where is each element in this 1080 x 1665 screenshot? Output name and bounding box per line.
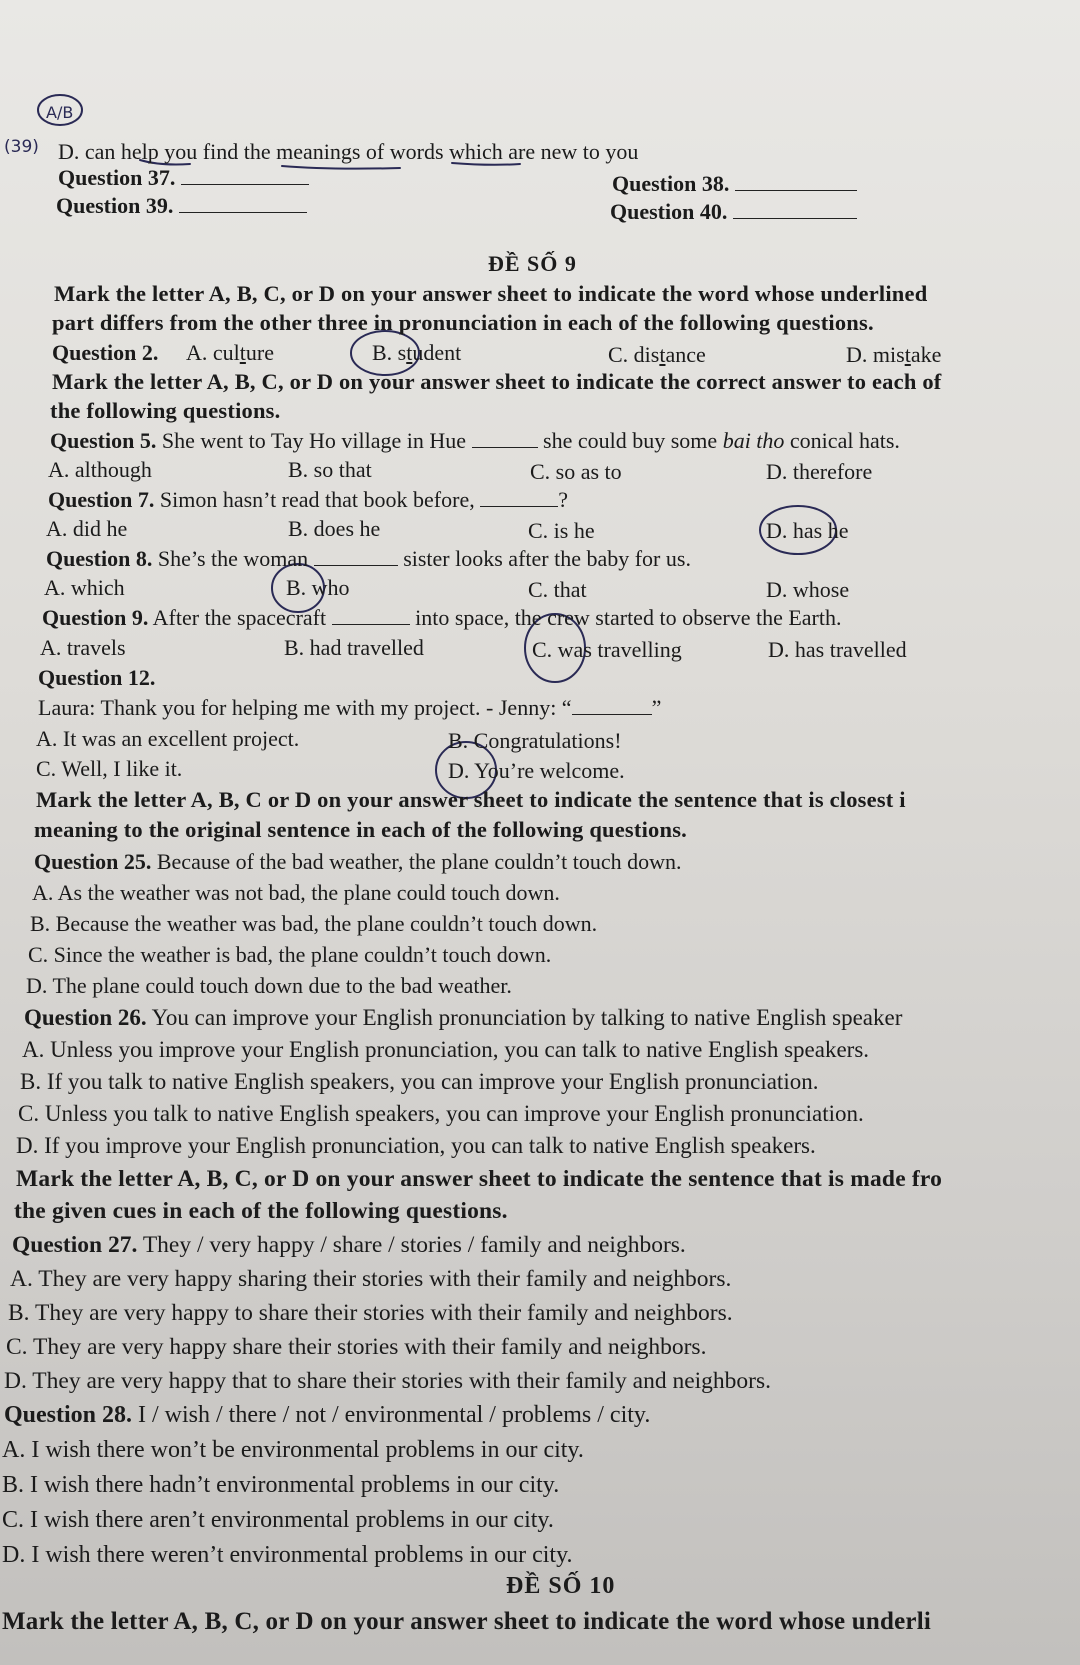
q2-a-text-end: ure xyxy=(245,340,274,365)
q5-option-a[interactable]: A. although xyxy=(48,457,152,482)
test9-instruction-3-line1: Mark the letter A, B, C or D on your answer sheet to indicate the sentence that is closest i xyxy=(36,787,906,812)
q9-stem-part1: After the spacecraft xyxy=(152,605,327,630)
q39-blank[interactable] xyxy=(179,194,307,213)
q9-option-b[interactable]: B. had travelled xyxy=(284,635,424,660)
q25-option-c[interactable]: C. Since the weather is bad, the plane couldn’t touch down. xyxy=(28,942,552,967)
q2-d-text-end: ake xyxy=(910,342,942,367)
q25-option-a[interactable]: A. As the weather was not bad, the plane could touch down. xyxy=(32,880,560,905)
q27-option-b[interactable]: B. They are very happy to share their stories with their family and neighbors. xyxy=(8,1300,733,1326)
q2-option-c[interactable] xyxy=(608,341,706,369)
q27-stem-text: They / very happy / share / stories / family and neighbors. xyxy=(142,1232,686,1258)
q40-label: Question 40. xyxy=(610,199,728,224)
q2-option-a[interactable] xyxy=(186,339,274,367)
q5-stem xyxy=(50,427,900,455)
q12-blank[interactable] xyxy=(572,696,652,715)
q26-option-c[interactable]: C. Unless you talk to native English speakers, you can improve your English pronunciation. xyxy=(18,1101,864,1126)
q7-blank[interactable] xyxy=(480,488,558,507)
handwritten-top-mark: A/B xyxy=(46,103,74,122)
q9-label: Question 9. xyxy=(42,605,149,630)
q25-stem xyxy=(34,848,682,876)
q8-stem xyxy=(46,545,691,573)
test10-title: ĐỀ SỐ 10 xyxy=(506,1573,616,1599)
q27-option-c[interactable]: C. They are very happy share their stories with their family and neighbors. xyxy=(6,1334,707,1360)
q38-blank[interactable] xyxy=(735,172,857,191)
handwritten-circle-top xyxy=(38,95,82,125)
q7-option-c[interactable]: C. is he xyxy=(528,518,595,543)
q2-c-underlined: t xyxy=(659,342,666,367)
q5-blank[interactable] xyxy=(472,429,538,448)
test9-instruction-4-line2: the given cues in each of the following questions. xyxy=(14,1198,508,1224)
q2-option-b[interactable] xyxy=(372,339,461,367)
q37-label: Question 37. xyxy=(58,165,176,190)
q27-stem xyxy=(12,1231,686,1259)
test9-title: ĐỀ SỐ 9 xyxy=(488,251,577,276)
q12-stem-part2: ” xyxy=(651,695,662,720)
q2-a-underlined: t xyxy=(239,340,246,365)
q8-blank[interactable] xyxy=(314,547,398,566)
q5-stem-part3: conical hats. xyxy=(789,428,900,453)
q28-label: Question 28. xyxy=(4,1402,133,1428)
q8-option-d[interactable]: D. whose xyxy=(766,577,850,602)
q12-option-c[interactable]: C. Well, I like it. xyxy=(36,756,183,781)
q12-label: Question 12. xyxy=(38,665,156,690)
q2-b-text-end: udent xyxy=(412,340,462,365)
q2-a-text: A. cul xyxy=(186,340,240,365)
test9-instruction-4-line1: Mark the letter A, B, C, or D on your answer sheet to indicate the sentence that is made fro xyxy=(16,1166,943,1192)
test10-instruction-1: Mark the letter A, B, C, or D on your answer sheet to indicate the word whose underli xyxy=(2,1608,931,1635)
q26-option-d[interactable]: D. If you improve your English pronunciation, you can talk to native English speakers. xyxy=(16,1133,816,1158)
q5-stem-part1: She went to Tay Ho village in Hue xyxy=(161,428,467,453)
q5-label: Question 5. xyxy=(50,428,157,453)
q28-option-d[interactable]: D. I wish there weren’t environmental problems in our city. xyxy=(2,1542,573,1568)
q25-label: Question 25. xyxy=(34,849,152,874)
q39-answer-line xyxy=(56,192,307,220)
q12-option-a[interactable]: A. It was an excellent project. xyxy=(36,726,300,751)
q5-stem-italic: bai tho xyxy=(722,428,785,453)
test9-instruction-1-line2: part differs from the other three in pronunciation in each of the following questions. xyxy=(52,310,874,335)
q12-stem xyxy=(38,694,661,722)
test9-instruction-2-line1: Mark the letter A, B, C, or D on your answer sheet to indicate the correct answer to each of xyxy=(52,369,942,394)
q9-blank[interactable] xyxy=(332,606,410,625)
q27-label: Question 27. xyxy=(12,1232,138,1258)
q25-stem-text: Because of the bad weather, the plane couldn’t touch down. xyxy=(156,849,682,874)
q7-stem-part2: ? xyxy=(558,487,568,512)
q26-label: Question 26. xyxy=(24,1005,147,1030)
q28-option-a[interactable]: A. I wish there won’t be environmental problems in our city. xyxy=(2,1437,584,1463)
q9-option-c[interactable]: C. was travelling xyxy=(532,637,682,662)
q26-option-b[interactable]: B. If you talk to native English speakers, you can improve your English pronunciation. xyxy=(20,1069,819,1094)
q28-stem xyxy=(4,1401,650,1429)
q25-option-b[interactable]: B. Because the weather was bad, the plane couldn’t touch down. xyxy=(30,911,598,936)
q28-option-c[interactable]: C. I wish there aren’t environmental problems in our city. xyxy=(2,1507,554,1533)
q7-option-b[interactable]: B. does he xyxy=(288,516,381,541)
q37-answer-line xyxy=(58,164,309,192)
q5-option-d[interactable]: D. therefore xyxy=(766,459,873,484)
q5-option-c[interactable]: C. so as to xyxy=(530,459,622,484)
q8-option-a[interactable]: A. which xyxy=(44,575,125,600)
q2-c-text: C. dis xyxy=(608,342,660,367)
q9-stem xyxy=(42,604,842,632)
q8-stem-part1: She’s the woman xyxy=(157,546,309,571)
q5-stem-part2: she could buy some xyxy=(543,428,718,453)
q9-option-d[interactable]: D. has travelled xyxy=(768,637,907,662)
q7-stem-part1: Simon hasn’t read that book before, xyxy=(159,487,475,512)
handwritten-margin-mark: (39) xyxy=(4,137,39,157)
q8-option-b[interactable]: B. who xyxy=(286,575,350,600)
q27-option-a[interactable]: A. They are very happy sharing their stories with their family and neighbors. xyxy=(10,1266,732,1292)
q8-option-c[interactable]: C. that xyxy=(528,577,587,602)
test9-instruction-1-line1: Mark the letter A, B, C, or D on your answer sheet to indicate the word whose underlined xyxy=(54,281,928,306)
q9-option-a[interactable]: A. travels xyxy=(40,635,126,660)
q26-stem xyxy=(24,1004,902,1032)
test9-instruction-3-line2: meaning to the original sentence in each of the following questions. xyxy=(34,817,687,842)
q2-c-text-end: ance xyxy=(665,342,706,367)
q28-stem-text: I / wish / there / not / environmental / problems / city. xyxy=(138,1402,651,1428)
q7-stem xyxy=(48,486,568,514)
q38-label: Question 38. xyxy=(612,171,730,196)
q7-option-a[interactable]: A. did he xyxy=(46,516,128,541)
q27-option-d[interactable]: D. They are very happy that to share their stories with their family and neighbors. xyxy=(4,1368,772,1394)
q9-stem-part2: into space, the crew started to observe the Earth. xyxy=(415,605,842,630)
q2-b-underlined: t xyxy=(406,340,413,365)
q7-option-d[interactable]: D. has he xyxy=(766,518,849,543)
q2-option-d[interactable] xyxy=(846,341,941,369)
q26-option-a[interactable]: A. Unless you improve your English pronunciation, you can talk to native English speakers. xyxy=(22,1037,870,1062)
q39-label: Question 39. xyxy=(56,193,174,218)
q2-d-text: D. mis xyxy=(846,342,905,367)
q2-d-underlined: t xyxy=(904,342,911,367)
prev-option-d: D. can help you find the meanings of words which are new to you xyxy=(58,139,639,164)
q8-stem-part2: sister looks after the baby for us. xyxy=(403,546,691,571)
q12-option-b[interactable]: B. Congratulations! xyxy=(448,728,622,753)
q25-option-d[interactable]: D. The plane could touch down due to the bad weather. xyxy=(26,973,512,998)
q2-question xyxy=(52,339,158,367)
q12-stem-part1: Laura: Thank you for helping me with my project. - Jenny: “ xyxy=(38,695,572,720)
q2-b-text: B. s xyxy=(372,340,407,365)
test9-instruction-2-line2: the following questions. xyxy=(50,398,281,423)
q12-option-d[interactable]: D. You’re welcome. xyxy=(448,758,625,783)
q37-blank[interactable] xyxy=(181,166,309,185)
q38-answer-line xyxy=(612,170,857,198)
q40-answer-line xyxy=(610,198,857,226)
q8-label: Question 8. xyxy=(46,546,153,571)
q5-option-b[interactable]: B. so that xyxy=(288,457,372,482)
q2-label: Question 2. xyxy=(52,340,159,365)
q26-stem-text: You can improve your English pronunciation by talking to native English speaker xyxy=(151,1005,903,1030)
q7-label: Question 7. xyxy=(48,487,155,512)
q28-option-b[interactable]: B. I wish there hadn’t environmental problems in our city. xyxy=(2,1472,560,1498)
q40-blank[interactable] xyxy=(733,200,857,219)
